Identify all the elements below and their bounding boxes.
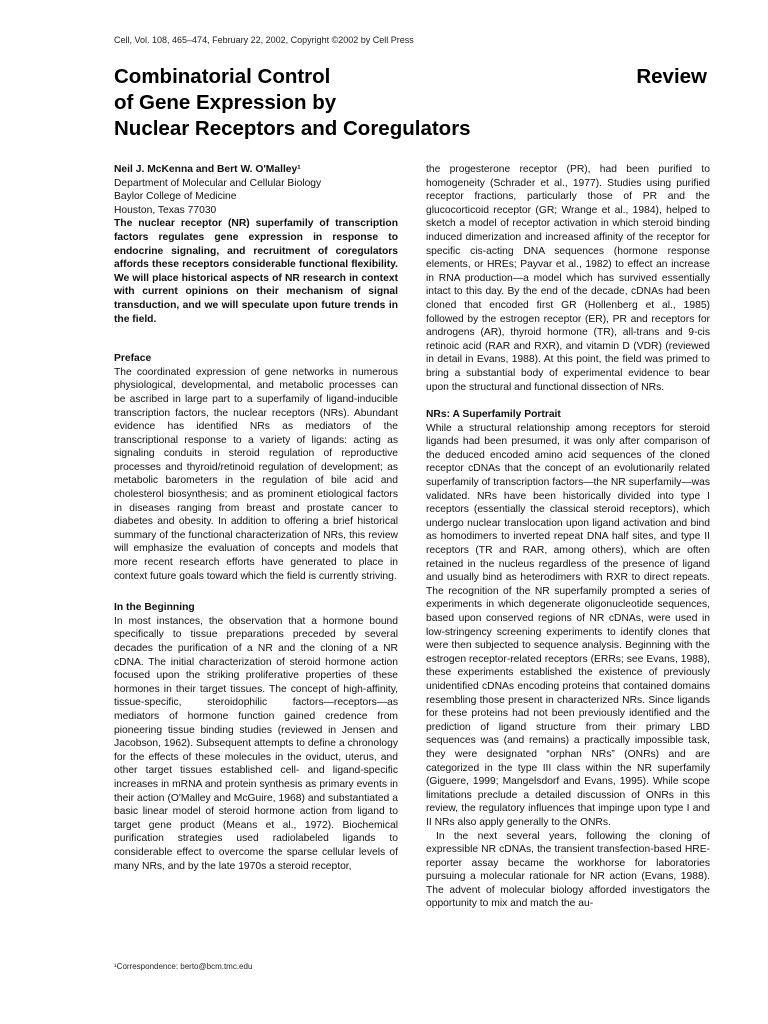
affiliation-line: Baylor College of Medicine <box>114 191 237 203</box>
title-line: Nuclear Receptors and Coregulators <box>114 117 471 140</box>
right-column <box>426 163 710 911</box>
affiliation-line: Houston, Texas 77030 <box>114 204 217 216</box>
section-heading-beginning: In the Beginning <box>114 602 195 614</box>
superfamily-paragraph-2: In the next several years, following the cloning of expressible NR cDNAs, the transient transfection-based HRE-reporter assay became the workhorse for laboratories pursuing a molecular rationale for NR action (Evans, 1988). The advent of molecular biology afforded investigators the opportunity to mix and match the au- <box>426 830 710 910</box>
title-line: of Gene Expression by <box>114 91 337 114</box>
article-title <box>114 64 534 142</box>
beginning-paragraph: In most instances, the observation that a hormone bound specifically to tissue preparations preceded by several decades the purification of a NR and the cloning of a NR cDNA. The initial characterization of steroid hormone action focused upon the striking proliferative properties of these hormones in their target tissues. The concept of high-affinity, tissue-specific, steroidophilic factors—receptors—as mediators of hormone function gained credence from pioneering tissue binding studies (reviewed in Jensen and Jacobson, 1962). Subsequent attempts to define a chronology for the effects of these molecules in the oviduct, uterus, and other target tissues established cell- and ligand-specific increases in mRNA and protein synthesis as primary events in their action (O'Malley and McGuire, 1968) and substantiated a basic linear model of steroid hormone action from ligand to target gene product (Means et al., 1972). Biochemical purification strategies used radiolabeled ligands to considerable effect to overcome the sparse cellular levels of many NRs, and by the late 1970s a steroid receptor, <box>114 615 398 872</box>
section-heading-preface: Preface <box>114 353 152 365</box>
continued-paragraph: the progesterone receptor (PR), had been purified to homogeneity (Schrader et al., 1977). Studies using purified receptor fractions, particularly those of PR and the glucocorticoid receptor (GR; Wrange et al., 1984), helped to sketch a model of receptor activation in which steroid binding induced dimerization and increased affinity of the receptor for specific cis-acting DNA sequences (hormone response elements, or HREs; Payvar et al., 1982) to effect an increase in RNA production—a model which has survived essentially intact to this day. By the end of the decade, cDNAs had been cloned that encoded first GR (Hollenberg et al., 1985) followed by the estrogen receptor (ER), PR and receptors for androgens (AR), thyroid hormone (TR), all-trans and 9-cis retinoic acid (RAR and RXR), and vitamin D (VDR) (reviewed in detail in Evans, 1988). At this point, the field was primed to bring a substantial body of experimental evidence to bear upon the structural and functional dissection of NRs. <box>426 164 710 393</box>
article-type-label: Review <box>636 65 707 88</box>
correspondence-footnote: ¹Correspondence: berto@bcm.tmc.edu <box>114 962 253 971</box>
section-heading-superfamily: NRs: A Superfamily Portrait <box>426 409 561 421</box>
superfamily-paragraph: While a structural relationship among receptors for steroid ligands had been presumed, it was only after comparison of the deduced encoded amino acid sequences of the cloned receptor cDNAs that the concept of an evolutionarily related superfamily of transcription factors—the NR superfamily—was validated. NRs have been historically divided into type I receptors (essentially the classical steroid receptors), which undergo nuclear translocation upon ligand activation and bind as homodimers to inverted repeat DNA half sites, and type II receptors (TR and RAR, among others), which are often retained in the nucleus regardless of the presence of ligand and usually bind as heterodimers with RXR to direct repeats. The recognition of the NR superfamily prompted a series of experiments in which degenerate oligonucleotide sequences, based upon conserved regions of NR cDNAs, were used in low-stringency screening experiments to identify clones that were then subjected to sequence analysis. Beginning with the estrogen receptor-related receptors (ERRs; see Evans, 1988), these experiments established the existence of previously unidentified cDNAs encoding proteins that contained domains resembling those present in characterized NRs. Since ligands for these proteins had not been previously identified and the prediction of ligand structure from their primary LBD sequences was (and remains) a practically impossible task, they were designated “orphan NRs” (ONRs) and are categorized in the type III class within the NR superfamily (Giguere, 1999; Mangelsdorf and Evans, 1995). While scope limitations preclude a detailed discussion of ONRs in this review, the regulatory influences that impinge upon type I and II NRs also apply generally to the ONRs. <box>426 422 710 828</box>
abstract: The nuclear receptor (NR) superfamily of transcription factors regulates gene expression in response to endocrine signaling, and recruitment of coregulators affords these receptors considerable functional flexibility. We will place historical aspects of NR research in context with current opinions on their mechanism of signal transduction, and we will speculate upon future trends in the field. <box>114 218 398 325</box>
preface-paragraph: The coordinated expression of gene networks in numerous physiological, developmental, and metabolic processes can be ascribed in large part to a superfamily of ligand-inducible transcription factors, the nuclear receptors (NRs). Abundant evidence has identified NRs as mediators of the transcriptional response to a variety of ligands: acting as signaling conduits in steroid regulation of reproductive processes and thyroid/retinoid regulation of development; as metabolic barometers in the regulation of bile acid and cholesterol biosynthesis; and as prominent etiological factors in diseases ranging from breast and prostate cancer to diabetes and obesity. In addition to offering a brief historical summary of the functional characterization of NRs, this review will emphasize the evaluation of concepts and models that more recent research efforts have generated to place in context future goals toward which the field is currently striving. <box>114 366 398 582</box>
title-line: Combinatorial Control <box>114 65 331 88</box>
left-column <box>114 163 398 873</box>
author-names: Neil J. McKenna and Bert W. O'Malley¹ <box>114 164 301 175</box>
affiliation-line: Department of Molecular and Cellular Biology <box>114 177 322 189</box>
journal-citation: Cell, Vol. 108, 465–474, February 22, 2002, Copyright ©2002 by Cell Press <box>114 35 414 45</box>
author-block <box>114 163 398 217</box>
